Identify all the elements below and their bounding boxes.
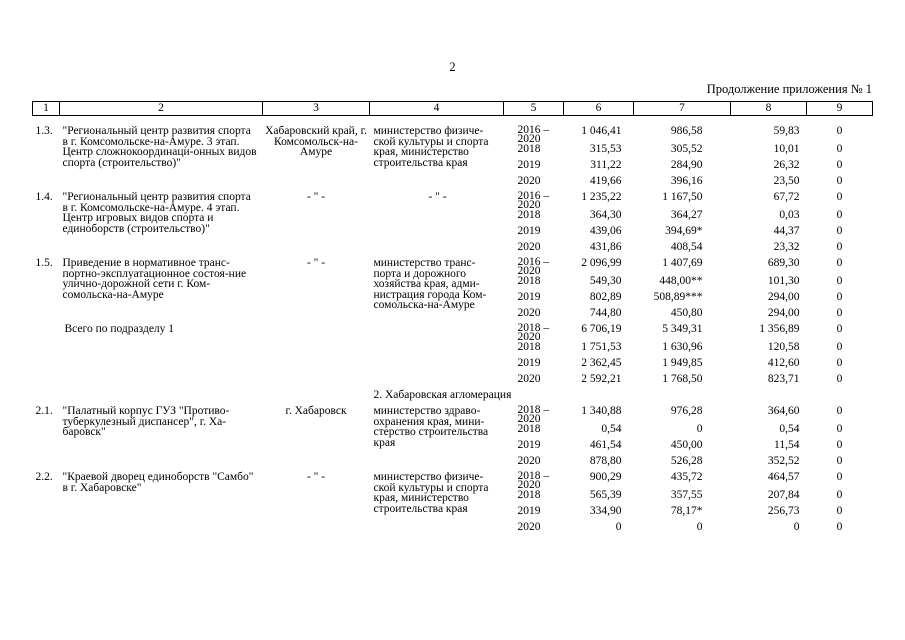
item-number: 2.1. (35, 405, 53, 417)
item-location (263, 324, 370, 390)
value-col9: 0 (836, 373, 843, 385)
value-col8: 464,57 (767, 471, 800, 483)
value-col8: 352,52 (767, 455, 800, 467)
value-col8: 0,03 (779, 209, 800, 221)
item-number: 1.5. (35, 257, 53, 269)
value-col9: 0 (836, 275, 843, 287)
value-col6: 1 046,41 (581, 125, 622, 137)
value-col8: 44,37 (773, 225, 800, 237)
value-col7: 364,27 (670, 209, 703, 221)
value-col7: 986,58 (670, 125, 703, 137)
period-cell: 2016 – 2020 (517, 256, 550, 277)
value-col7: 0 (696, 521, 703, 533)
value-col9: 0 (836, 505, 843, 517)
item-name: "Региональный центр развития спорта в г. Комсомольске-на-Амуре. 3 этап. Центр сложнокоординаци-онных видов спорта (строительство)" (62, 125, 257, 169)
period-cell: 2020 (517, 455, 541, 467)
value-col9: 0 (836, 439, 843, 451)
col-header: 6 (564, 102, 634, 116)
col-header: 2 (60, 102, 263, 116)
item-number: 1.4. (35, 191, 53, 203)
value-col6: 900,29 (589, 471, 622, 483)
item-location: - " - (306, 191, 326, 203)
item-location: г. Хабаровск (285, 405, 347, 417)
item-executor: министерство физиче-ской культуры и спорта края, министерство строительства края (373, 471, 489, 515)
item-executor: - " - (428, 191, 447, 203)
value-col9: 0 (836, 521, 843, 533)
value-col6: 6 706,19 (581, 323, 622, 335)
page-number: 2 (449, 60, 456, 74)
period-cell: 2020 (517, 373, 541, 385)
value-col7: 450,80 (670, 307, 703, 319)
item-number (33, 324, 60, 390)
value-col7: 508,89*** (653, 291, 703, 303)
value-col8: 67,72 (773, 191, 800, 203)
period-cell: 2016 – 2020 (517, 190, 550, 211)
value-col6: 1 751,53 (581, 341, 622, 353)
value-col6: 0,54 (601, 423, 622, 435)
value-col6: 744,80 (589, 307, 622, 319)
value-col7: 1 407,69 (662, 257, 703, 269)
col-header: 9 (807, 102, 873, 116)
value-col9: 0 (836, 225, 843, 237)
value-col6: 0 (615, 521, 622, 533)
period-cell: 2020 (517, 521, 541, 533)
value-col8: 256,73 (767, 505, 800, 517)
value-col8: 11,54 (774, 439, 800, 451)
value-col7: 408,54 (670, 241, 703, 253)
value-col8: 23,32 (773, 241, 800, 253)
col-header: 5 (504, 102, 564, 116)
value-col9: 0 (836, 257, 843, 269)
value-col7: 1 630,96 (662, 341, 703, 353)
value-col8: 120,58 (767, 341, 800, 353)
section-title: 2. Хабаровская агломерация (373, 389, 512, 401)
value-col8: 0 (793, 521, 800, 533)
period-cell: 2019 (517, 291, 541, 303)
item-executor: министерство транс-порта и дорожного хозяйства края, адми-нистрация города Ком-сомольска-на-Амуре (373, 257, 487, 311)
item-name: Приведение в нормативное транс-портно-эксплуатационное состоя-ние улично-дорожной сети г. Ком-сомольска-на-Амуре (62, 257, 247, 301)
value-col9: 0 (836, 125, 843, 137)
item-number: 1.3. (35, 125, 53, 137)
subtotal-label: Всего по подразделу 1 (64, 323, 175, 335)
value-col9: 0 (836, 291, 843, 303)
period-cell: 2018 (517, 423, 541, 435)
value-col8: 1 356,89 (759, 323, 800, 335)
value-col9: 0 (836, 209, 843, 221)
value-col6: 334,90 (589, 505, 622, 517)
period-cell: 2018 – 2020 (517, 404, 550, 425)
value-col9: 0 (836, 307, 843, 319)
value-col7: 78,17* (670, 505, 703, 517)
value-col7: 396,16 (670, 175, 703, 187)
period-cell: 2018 (517, 275, 541, 287)
period-cell: 2020 (517, 307, 541, 319)
value-col7: 448,00** (659, 275, 703, 287)
value-col7: 1 167,50 (662, 191, 703, 203)
continuation-label: Продолжение приложения № 1 (706, 82, 872, 96)
value-col8: 689,30 (767, 257, 800, 269)
appendix-table (32, 101, 873, 538)
item-location: - " - (306, 257, 326, 269)
value-col6: 311,22 (590, 159, 622, 171)
period-cell: 2018 (517, 489, 541, 501)
value-col6: 2 592,21 (581, 373, 622, 385)
col-header: 8 (731, 102, 807, 116)
value-col8: 294,00 (767, 307, 800, 319)
item-name: "Региональный центр развития спорта в г. Комсомольске-на-Амуре. 4 этап. Центр игровых видов спорта и единоборств (строительство)" (62, 191, 251, 235)
value-col9: 0 (836, 191, 843, 203)
value-col7: 0 (696, 423, 703, 435)
value-col7: 976,28 (670, 405, 703, 417)
empty-cell (263, 390, 370, 406)
value-col9: 0 (836, 455, 843, 467)
period-cell: 2018 (517, 341, 541, 353)
value-col6: 1 340,88 (581, 405, 622, 417)
value-col9: 0 (836, 241, 843, 253)
value-col9: 0 (836, 423, 843, 435)
table-row (33, 258, 873, 276)
empty-cell (33, 390, 60, 406)
col-header: 4 (370, 102, 504, 116)
value-col7: 5 349,31 (662, 323, 703, 335)
value-col6: 364,30 (589, 209, 622, 221)
value-col8: 823,71 (767, 373, 800, 385)
header-row (33, 102, 873, 116)
period-cell: 2019 (517, 225, 541, 237)
value-col7: 1 768,50 (662, 373, 703, 385)
value-col8: 10,01 (773, 143, 800, 155)
value-col7: 357,55 (670, 489, 703, 501)
period-cell: 2018 (517, 143, 541, 155)
value-col8: 23,50 (773, 175, 800, 187)
value-col9: 0 (836, 341, 843, 353)
period-cell: 2019 (517, 159, 541, 171)
value-col8: 364,60 (767, 405, 800, 417)
value-col6: 802,89 (589, 291, 622, 303)
value-col6: 878,80 (589, 455, 622, 467)
item-location: Хабаровский край, г. Комсомольск-на-Амуре (265, 125, 367, 158)
table-row (33, 324, 873, 342)
value-col6: 419,66 (589, 175, 622, 187)
value-col9: 0 (836, 405, 843, 417)
value-col6: 439,06 (589, 225, 622, 237)
value-col7: 1 949,85 (662, 357, 703, 369)
period-cell: 2018 (517, 209, 541, 221)
period-cell: 2018 – 2020 (517, 322, 550, 343)
table-row (33, 406, 873, 424)
value-col8: 101,30 (767, 275, 800, 287)
value-col6: 431,86 (589, 241, 622, 253)
col-header: 7 (634, 102, 731, 116)
value-col6: 1 235,22 (581, 191, 622, 203)
value-col9: 0 (836, 323, 843, 335)
item-location: - " - (306, 471, 326, 483)
period-cell: 2019 (517, 439, 541, 451)
period-cell: 2019 (517, 357, 541, 369)
value-col8: 0,54 (779, 423, 800, 435)
value-col8: 26,32 (773, 159, 800, 171)
table-row (33, 192, 873, 210)
value-col9: 0 (836, 489, 843, 501)
value-col8: 207,84 (767, 489, 800, 501)
value-col7: 305,52 (670, 143, 703, 155)
item-number: 2.2. (35, 471, 53, 483)
value-col6: 2 096,99 (581, 257, 622, 269)
value-col9: 0 (836, 357, 843, 369)
value-col7: 435,72 (670, 471, 703, 483)
period-cell: 2018 – 2020 (517, 470, 550, 491)
value-col8: 412,60 (767, 357, 800, 369)
item-executor (370, 324, 504, 390)
value-col6: 2 362,45 (581, 357, 622, 369)
value-col7: 394,69* (665, 225, 703, 237)
period-cell: 2016 – 2020 (517, 124, 550, 145)
item-executor: министерство физиче-ской культуры и спорта края, министерство строительства края (373, 125, 489, 169)
section-row (33, 390, 873, 406)
value-col7: 526,28 (670, 455, 703, 467)
value-col7: 450,00 (670, 439, 703, 451)
value-col9: 0 (836, 471, 843, 483)
col-header: 1 (33, 102, 60, 116)
item-name: "Палатный корпус ГУЗ "Противо-туберкулезный диспансер", г. Ха-баровск" (62, 405, 230, 438)
table-row (33, 126, 873, 144)
value-col8: 294,00 (767, 291, 800, 303)
period-cell: 2019 (517, 505, 541, 517)
item-executor: министерство здраво-охранения края, мини-стерство строительства края (373, 405, 489, 449)
period-cell: 2020 (517, 241, 541, 253)
empty-cell (60, 390, 263, 406)
col-header: 3 (263, 102, 370, 116)
value-col6: 461,54 (589, 439, 622, 451)
item-name: "Краевой дворец единоборств "Самбо" в г. Хабаровске" (62, 471, 254, 494)
value-col6: 549,30 (589, 275, 622, 287)
value-col8: 59,83 (773, 125, 800, 137)
value-col7: 284,90 (670, 159, 703, 171)
table-row (33, 472, 873, 490)
value-col6: 565,39 (589, 489, 622, 501)
value-col9: 0 (836, 159, 843, 171)
value-col6: 315,53 (589, 143, 622, 155)
value-col9: 0 (836, 175, 843, 187)
period-cell: 2020 (517, 175, 541, 187)
value-col9: 0 (836, 143, 843, 155)
